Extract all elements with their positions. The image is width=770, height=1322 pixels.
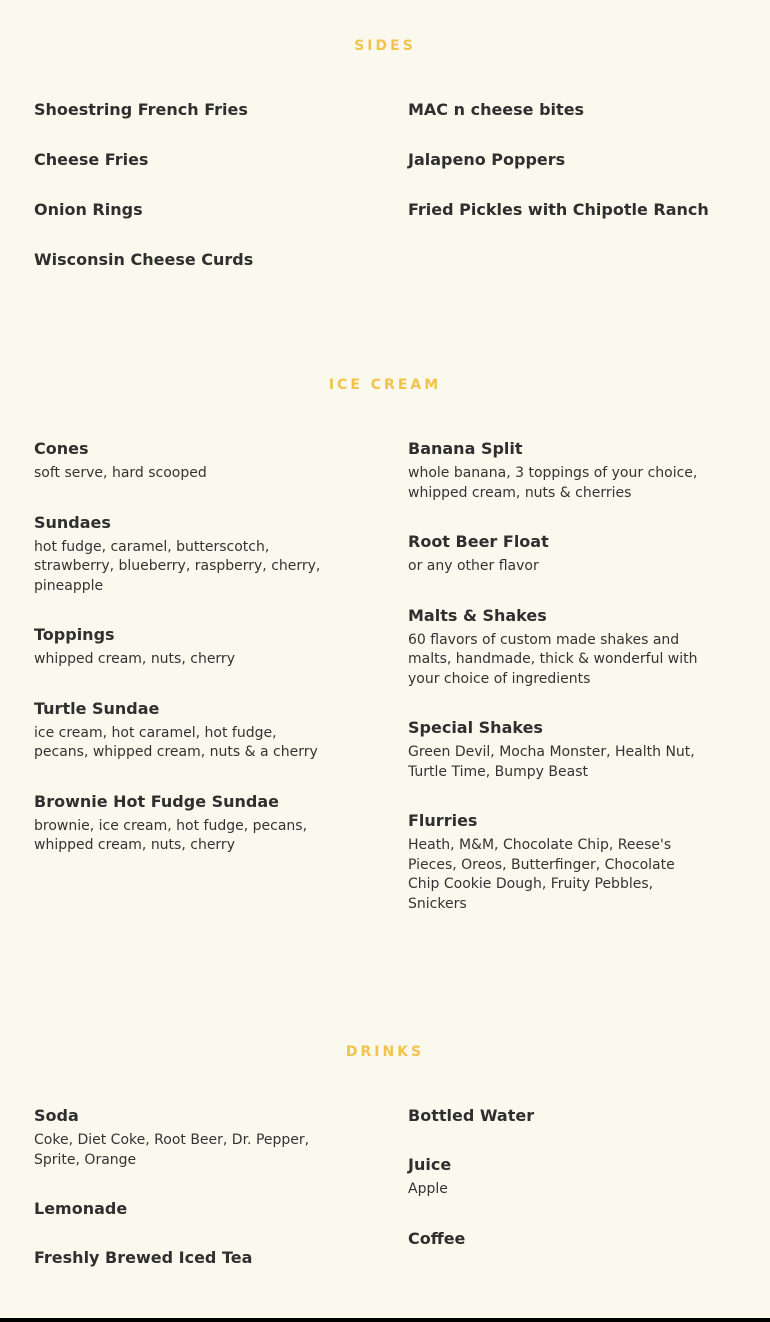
- item-name: Brownie Hot Fudge Sundae: [34, 791, 280, 811]
- menu-item: [34, 1199, 334, 1219]
- item-name: Banana Split: [408, 439, 523, 458]
- ice-cream-left-column: [34, 439, 334, 885]
- menu-item: [34, 100, 334, 120]
- menu-item: [408, 150, 708, 170]
- item-description: 60 flavors of custom made shakes and malts, handmade, thick & wonderful with your choice of ingredients: [408, 631, 698, 687]
- menu-item: [34, 200, 334, 220]
- item-name: Coffee: [408, 1228, 466, 1248]
- item-name: Freshly Brewed Iced Tea: [34, 1248, 253, 1267]
- item-name: Cones: [34, 439, 89, 458]
- item-name: MAC n cheese bites: [408, 100, 585, 119]
- menu-item: [34, 1248, 334, 1268]
- menu-item: [34, 513, 334, 597]
- ice-cream-right-column: [408, 439, 708, 943]
- item-description: Coke, Diet Coke, Root Beer, Dr. Pepper, Sprite, Orange: [34, 1132, 310, 1168]
- item-description: Apple: [408, 1181, 448, 1197]
- bottom-border: [0, 1318, 770, 1322]
- item-description: whole banana, 3 toppings of your choice, whipped cream, nuts & cherries: [408, 465, 698, 501]
- item-name: Onion Rings: [34, 200, 143, 219]
- menu-item: [408, 439, 708, 503]
- menu-item: [34, 699, 334, 763]
- menu-item: [408, 532, 708, 577]
- menu-item: [408, 718, 708, 782]
- item-name: Juice: [408, 1155, 452, 1174]
- menu-item: [408, 811, 708, 914]
- drinks-right-column: [408, 1106, 708, 1278]
- item-description: hot fudge, caramel, butterscotch, strawberry, blueberry, raspberry, cherry, pineapple: [34, 538, 321, 594]
- item-name: Fried Pickles with Chipotle Ranch: [408, 200, 709, 219]
- item-description: Green Devil, Mocha Monster, Health Nut, Turtle Time, Bumpy Beast: [408, 744, 695, 780]
- item-description: soft serve, hard scooped: [34, 465, 207, 481]
- menu-item: [408, 100, 708, 120]
- item-name: Cheese Fries: [34, 150, 149, 169]
- menu-item: [34, 625, 334, 670]
- item-name: Shoestring French Fries: [34, 100, 248, 119]
- item-name: Toppings: [34, 625, 115, 644]
- section-title-drinks: DRINKS: [345, 1044, 425, 1060]
- sides-right-column: [408, 100, 708, 250]
- item-description: ice cream, hot caramel, hot fudge, pecans, whipped cream, nuts & a cherry: [34, 724, 318, 760]
- menu-item: [408, 1229, 708, 1249]
- menu-item: [34, 439, 334, 484]
- item-name: Wisconsin Cheese Curds: [34, 250, 254, 269]
- item-name: Soda: [34, 1106, 79, 1125]
- item-name: Sundaes: [34, 512, 111, 532]
- menu-item: [34, 792, 334, 856]
- drinks-left-column: [34, 1106, 334, 1297]
- item-name: Special Shakes: [408, 718, 543, 737]
- menu-item: [408, 606, 708, 690]
- item-description: brownie, ice cream, hot fudge, pecans, whipped cream, nuts, cherry: [34, 817, 308, 853]
- menu-item: [408, 1106, 708, 1126]
- menu-item: [408, 200, 708, 220]
- item-name: Flurries: [408, 811, 478, 830]
- item-description: Heath, M&M, Chocolate Chip, Reese's Pieces, Oreos, Butterfinger, Chocolate Chip Cookie Dough, Fruity Pebbles, Snickers: [408, 837, 675, 912]
- section-title-sides: SIDES: [354, 38, 416, 54]
- item-name: Turtle Sundae: [34, 698, 160, 718]
- menu-item: [34, 150, 334, 170]
- item-name: Lemonade: [34, 1199, 128, 1218]
- menu-item: [34, 250, 334, 270]
- item-name: Root Beer Float: [408, 532, 549, 551]
- sides-left-column: [34, 100, 334, 300]
- menu-item: [34, 1106, 334, 1170]
- item-name: Bottled Water: [408, 1106, 535, 1125]
- section-title-ice-cream: ICE CREAM: [328, 377, 442, 393]
- item-description: or any other flavor: [408, 558, 539, 574]
- item-description: whipped cream, nuts, cherry: [34, 651, 235, 667]
- menu-item: [408, 1155, 708, 1200]
- item-name: Jalapeno Poppers: [408, 150, 566, 169]
- item-name: Malts & Shakes: [408, 605, 547, 625]
